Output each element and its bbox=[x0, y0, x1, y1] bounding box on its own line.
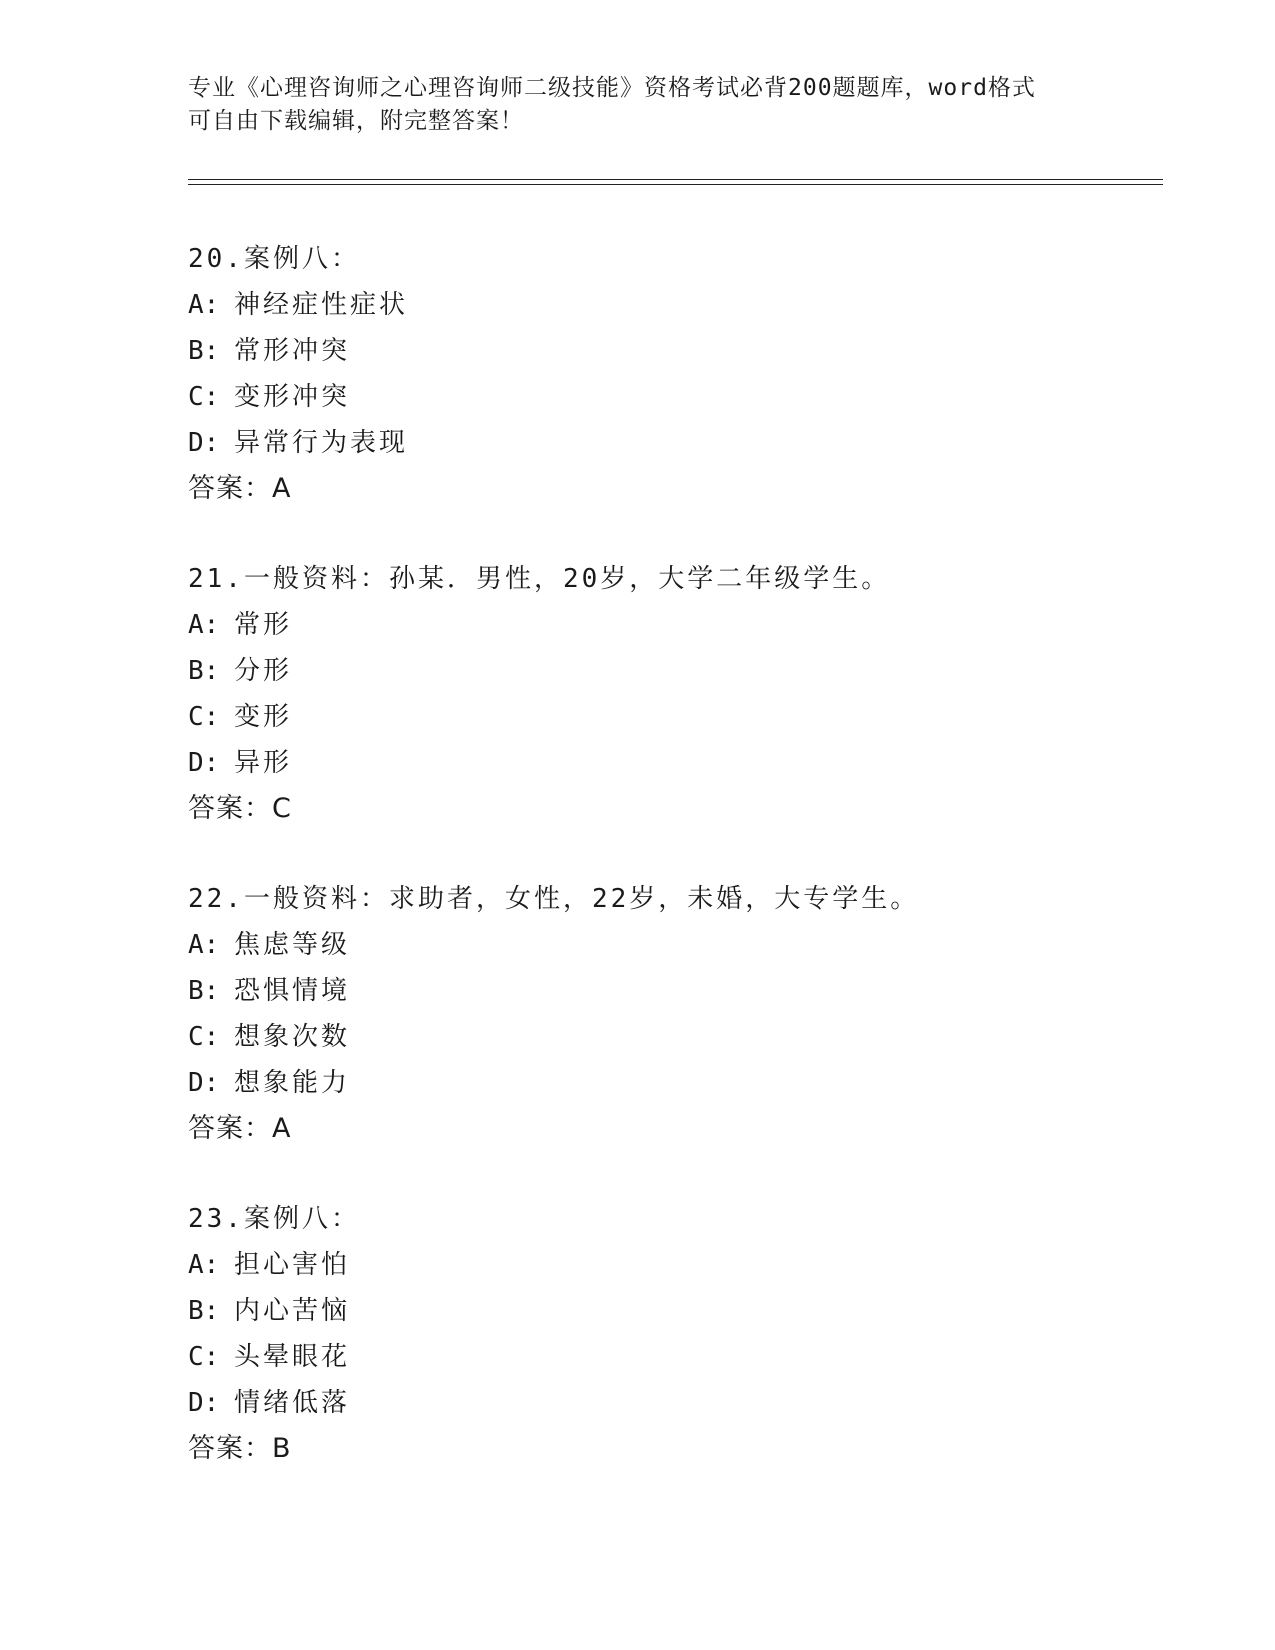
option-text: 异形 bbox=[234, 748, 293, 778]
answer-line: 答案：C bbox=[188, 793, 292, 824]
option-text: 头晕眼花 bbox=[234, 1342, 351, 1372]
option-text: 想象能力 bbox=[234, 1068, 351, 1098]
option-b bbox=[188, 1288, 1148, 1334]
option-c bbox=[188, 1334, 1148, 1380]
option-letter: D: bbox=[188, 1388, 220, 1418]
option-d bbox=[188, 1380, 1148, 1426]
option-text: 异常行为表现 bbox=[234, 428, 409, 458]
question-stem: 23.案例八： bbox=[188, 1204, 360, 1234]
option-text: 神经症性症状 bbox=[234, 290, 409, 320]
option-letter: A: bbox=[188, 610, 220, 640]
option-letter: A: bbox=[188, 290, 220, 320]
option-b bbox=[188, 648, 1148, 694]
question-21 bbox=[188, 556, 1148, 832]
option-text: 常形冲突 bbox=[234, 336, 351, 366]
option-c bbox=[188, 694, 1148, 740]
option-a bbox=[188, 282, 1148, 328]
option-c bbox=[188, 1014, 1148, 1060]
option-letter: C: bbox=[188, 702, 220, 732]
question-23 bbox=[188, 1196, 1148, 1472]
header-line-1: 专业《心理咨询师之心理咨询师二级技能》资格考试必背200题题库，word格式 bbox=[188, 75, 1036, 101]
option-letter: D: bbox=[188, 428, 220, 458]
option-b bbox=[188, 328, 1148, 374]
question-stem: 21.一般资料：孙某．男性，20岁，大学二年级学生。 bbox=[188, 564, 891, 594]
option-a bbox=[188, 922, 1148, 968]
header-divider-top bbox=[188, 179, 1163, 180]
question-list bbox=[188, 236, 1148, 1516]
option-a bbox=[188, 602, 1148, 648]
option-text: 内心苦恼 bbox=[234, 1296, 351, 1326]
header-divider-bottom bbox=[188, 184, 1163, 185]
option-c bbox=[188, 374, 1148, 420]
option-d bbox=[188, 740, 1148, 786]
option-letter: B: bbox=[188, 656, 220, 686]
answer-line: 答案：A bbox=[188, 1113, 292, 1144]
option-text: 情绪低落 bbox=[234, 1388, 351, 1418]
option-letter: D: bbox=[188, 1068, 220, 1098]
option-letter: B: bbox=[188, 1296, 220, 1326]
option-letter: C: bbox=[188, 382, 220, 412]
option-text: 变形冲突 bbox=[234, 382, 351, 412]
document-header bbox=[188, 72, 1088, 138]
header-line-2: 可自由下载编辑，附完整答案！ bbox=[188, 108, 524, 134]
option-text: 变形 bbox=[234, 702, 293, 732]
question-22 bbox=[188, 876, 1148, 1152]
option-text: 担心害怕 bbox=[234, 1250, 351, 1280]
option-text: 恐惧情境 bbox=[234, 976, 351, 1006]
option-a bbox=[188, 1242, 1148, 1288]
option-d bbox=[188, 420, 1148, 466]
option-letter: A: bbox=[188, 1250, 220, 1280]
option-text: 想象次数 bbox=[234, 1022, 351, 1052]
answer-line: 答案：A bbox=[188, 473, 292, 504]
question-stem: 20.案例八： bbox=[188, 244, 360, 274]
option-letter: C: bbox=[188, 1342, 220, 1372]
option-letter: A: bbox=[188, 930, 220, 960]
question-stem: 22.一般资料：求助者，女性，22岁，未婚，大专学生。 bbox=[188, 884, 920, 914]
option-letter: C: bbox=[188, 1022, 220, 1052]
option-b bbox=[188, 968, 1148, 1014]
question-20 bbox=[188, 236, 1148, 512]
option-letter: B: bbox=[188, 976, 220, 1006]
answer-line: 答案：B bbox=[188, 1433, 292, 1464]
option-letter: D: bbox=[188, 748, 220, 778]
option-letter: B: bbox=[188, 336, 220, 366]
option-text: 焦虑等级 bbox=[234, 930, 351, 960]
option-text: 分形 bbox=[234, 656, 293, 686]
option-text: 常形 bbox=[234, 610, 293, 640]
option-d bbox=[188, 1060, 1148, 1106]
